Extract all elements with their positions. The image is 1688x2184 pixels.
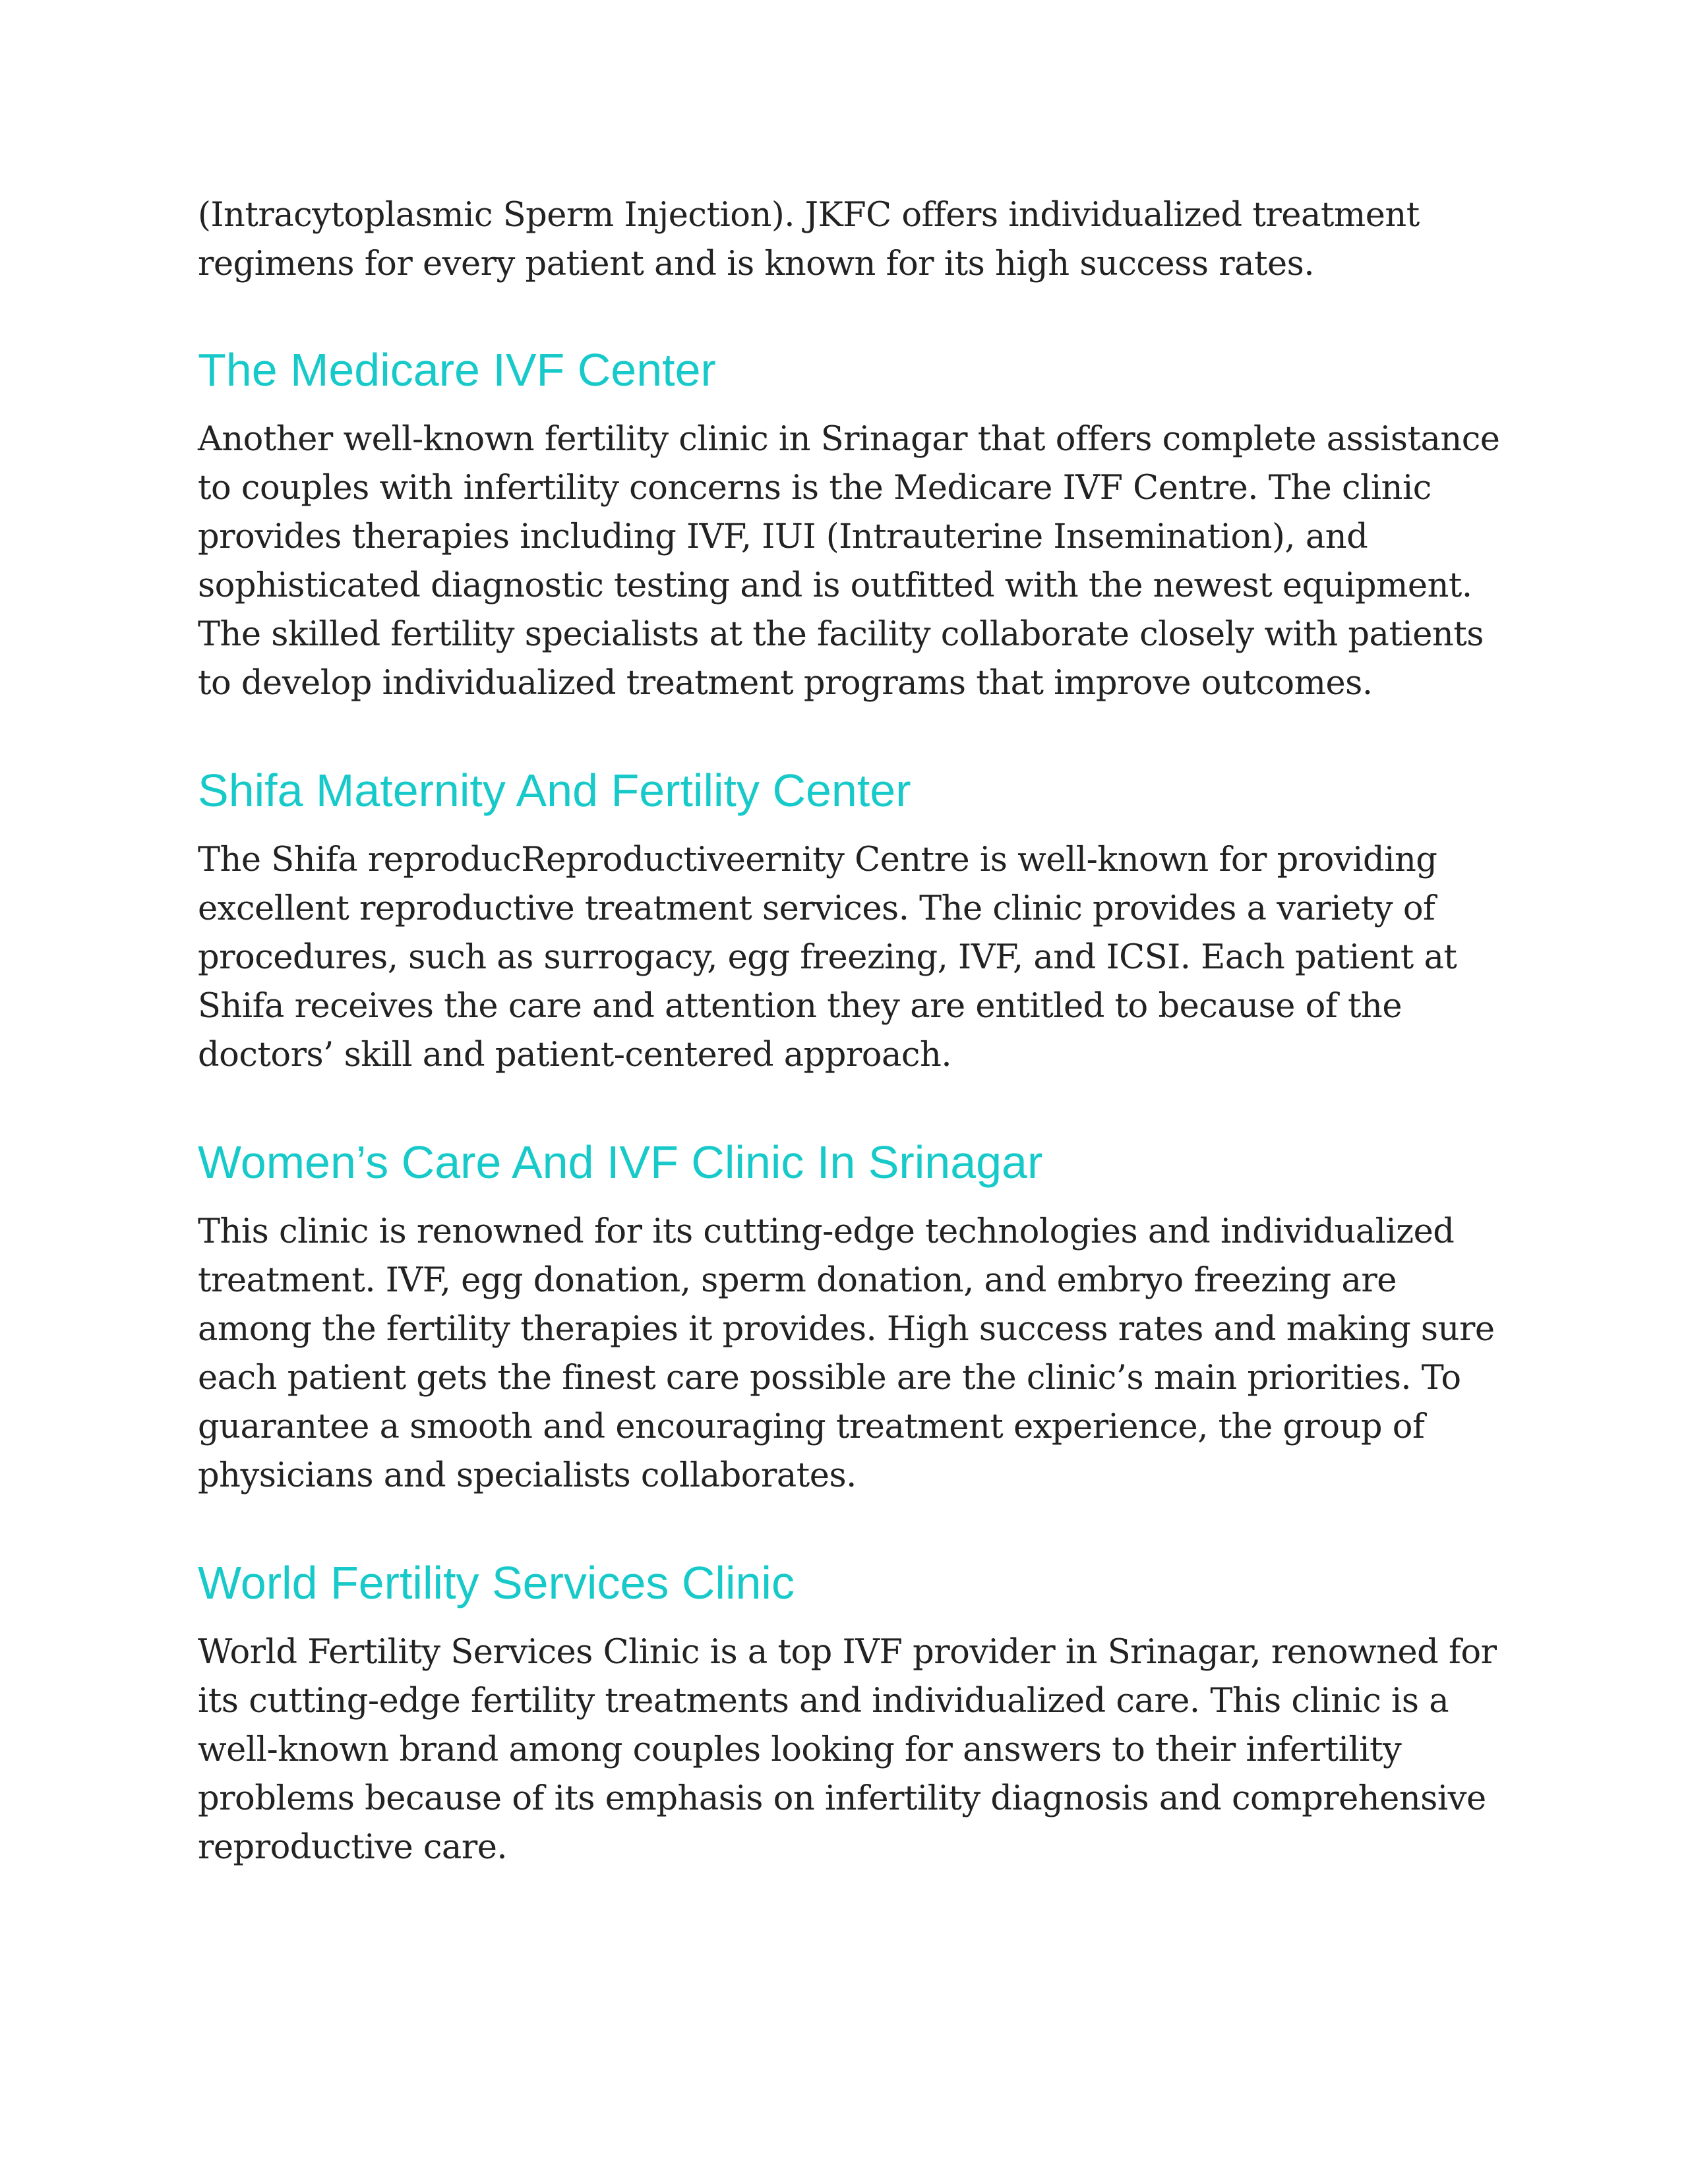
document-page (198, 191, 1510, 1925)
section-body: The Shifa reproducReproductiveernity Centre is well-known for providing excellent reproductive treatment services. The clinic provides a variety of procedures, such as surrogacy, egg freezing, IVF, and ICSI. Each patient at Shifa receives the care and attention they are entitled to because of the doctors’ skill and patient-centered approach. (198, 841, 1457, 1075)
section-body: World Fertility Services Clinic is a top IVF provider in Srinagar, renowned for its cutting-edge fertility treatments and individualized care. This clinic is a well-known brand among couples looking for answers to their infertility problems because of its emphasis on infertility diagnosis and comprehensive reproductive care. (198, 1633, 1497, 1867)
intro-paragraph: (Intracytoplasmic Sperm Injection). JKFC offers individualized treatment regimens for every patient and is known for its high success rates. (198, 196, 1420, 283)
section-heading: World Fertility Services Clinic (198, 1557, 795, 1608)
section-womens-care (198, 1133, 1510, 1500)
section-heading: Women’s Care And IVF Clinic In Srinagar (198, 1136, 1043, 1188)
section-body: This clinic is renowned for its cutting-edge technologies and individualized treatment. IVF, egg donation, sperm donation, and embryo freezing are among the fertility therapies it provides. High success rates and making sure each patient gets the finest care possible are the clinic’s main priorities. To guarantee a smooth and encouraging treatment experience, the group of physicians and specialists collaborates. (198, 1212, 1495, 1495)
section-heading: The Medicare IVF Center (198, 344, 716, 396)
section-world-fertility (198, 1553, 1510, 1872)
section-medicare-ivf (198, 340, 1510, 708)
section-shifa-maternity (198, 761, 1510, 1080)
section-heading: Shifa Maternity And Fertility Center (198, 765, 911, 816)
section-body: Another well-known fertility clinic in Srinagar that offers complete assistance to couples with infertility concerns is the Medicare IVF Centre. The clinic provides therapies including IVF, IUI (Intrauterine Insemination), and sophisticated diagnostic testing and is outfitted with the newest equipment. The skilled fertility specialists at the facility collaborate closely with patients to develop individualized treatment programs that improve outcomes. (198, 420, 1500, 703)
